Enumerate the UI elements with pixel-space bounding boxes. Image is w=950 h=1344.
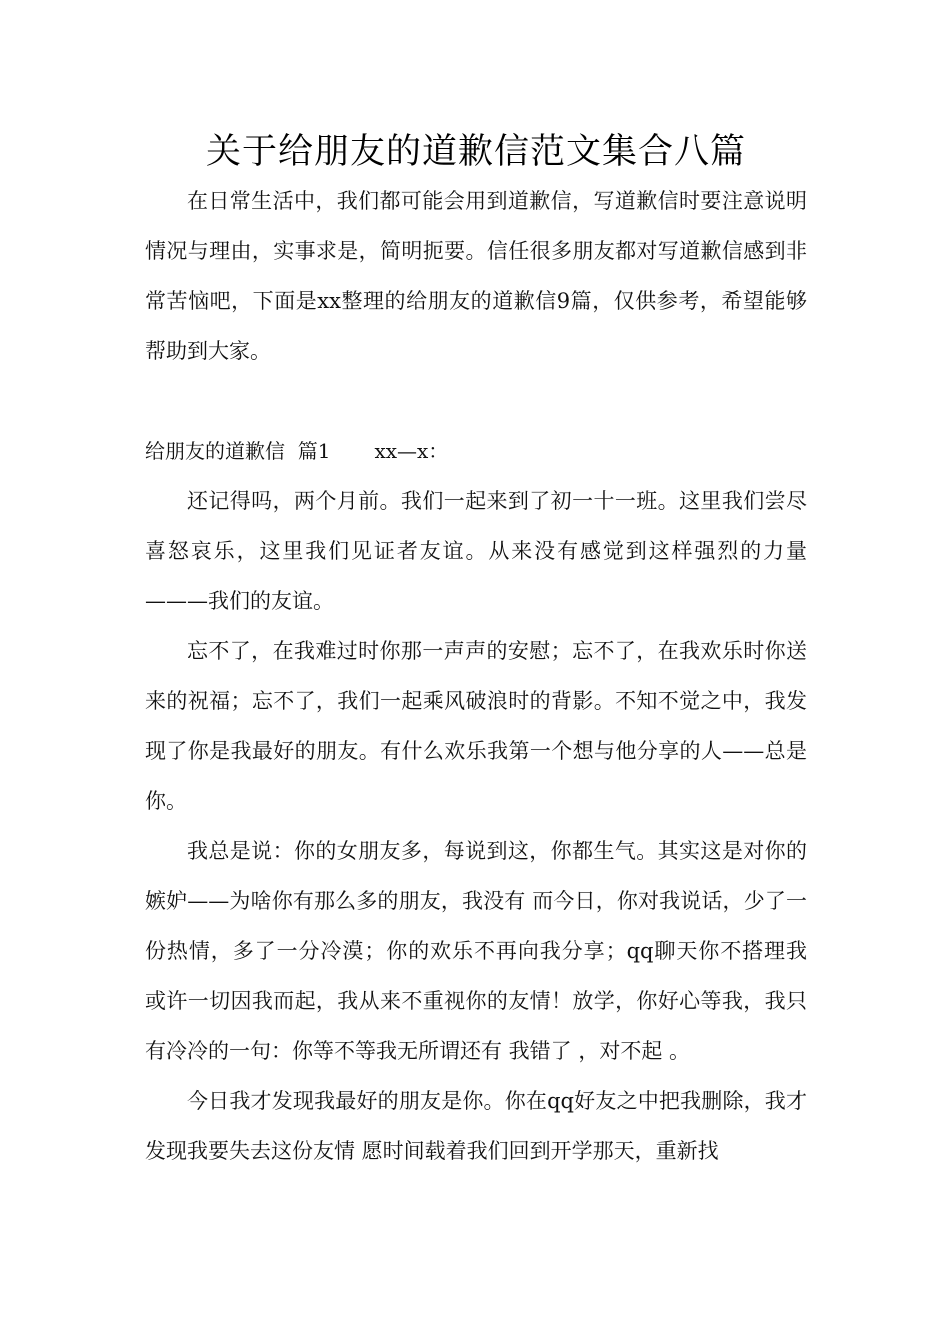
intro-paragraph: 在日常生活中，我们都可能会用到道歉信，写道歉信时要注意说明情况与理由，实事求是，简明扼要。信任很多朋友都对写道歉信感到非常苦恼吧，下面是xx整理的给朋友的道歉信9篇，仅供参考，希望能够帮助到大家。 [145, 189, 807, 363]
document-title: 关于给朋友的道歉信范文集合八篇 [205, 132, 746, 172]
letter-salutation: xx—x： [374, 439, 449, 463]
body-paragraph-2: 忘不了，在我难过时你那一声声的安慰；忘不了，在我欢乐时你送来的祝福；忘不了，我们一起乘风破浪时的背影。不知不觉之中，我发现了你是我最好的朋友。有什么欢乐我第一个想与他分享的人——总是你。 [145, 639, 807, 813]
body-paragraph-3: 我总是说：你的女朋友多，每说到这，你都生气。其实这是对你的嫉妒——为啥你有那么多的朋友，我没有 而今日，你对我说话，少了一份热情，多了一分冷漠；你的欢乐不再向我分享；qq聊天你不搭理我 或许一切因我而起，我从来不重视你的友情！放学，你好心等我，我只有冷冷的一句：你等不等我无所谓还有 我错了 ，对不起 。 [145, 839, 807, 1063]
document-page [145, 128, 807, 1176]
body-paragraph-4: 今日我才发现我最好的朋友是你。你在qq好友之中把我删除，我才发现我要失去这份友情 愿时间载着我们回到开学那天，重新找 [145, 1089, 807, 1163]
body-paragraph-1: 还记得吗，两个月前。我们一起来到了初一十一班。这里我们尝尽喜怒哀乐，这里我们见证者友谊。从来没有感觉到这样强烈的力量———我们的友谊。 [145, 489, 807, 613]
section-heading [145, 426, 807, 476]
section-title: 给朋友的道歉信 篇1 [145, 439, 331, 463]
